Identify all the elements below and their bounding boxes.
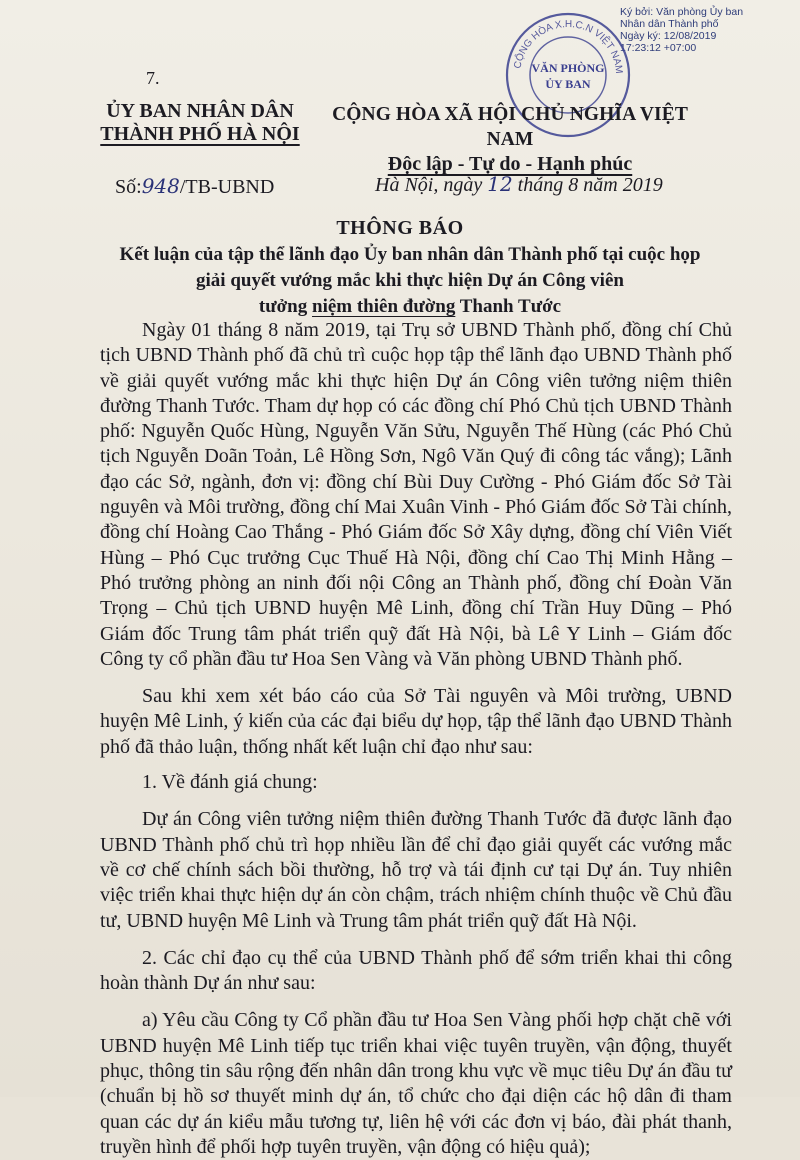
document-date bbox=[375, 172, 663, 197]
paragraph-review: Sau khi xem xét báo cáo của Sở Tài nguyên và Môi trường, UBND huyện Mê Linh, ý kiến của các đại biểu dự họp, tập thể lãnh đạo UBND Thành phố đã thảo luận, thống nhất kết luận chỉ đạo như sau: bbox=[100, 685, 732, 758]
date-year-label: năm bbox=[583, 174, 618, 196]
org-line1: ỦY BAN NHÂN DÂN bbox=[106, 100, 294, 122]
issuing-organization bbox=[100, 100, 300, 146]
date-month-label: tháng bbox=[517, 174, 564, 196]
document-number-suffix: /TB-UBND bbox=[179, 176, 275, 198]
heading-general-assessment: 1. Về đánh giá chung: bbox=[142, 771, 318, 794]
national-name: CỘNG HÒA XÃ HỘI CHỦ NGHĨA VIỆT NAM bbox=[332, 104, 688, 150]
national-slogan: Độc lập - Tự do - Hạnh phúc bbox=[387, 153, 633, 175]
document-subtitle bbox=[100, 242, 720, 320]
subtitle-line3-a: tưởng bbox=[258, 296, 312, 317]
date-prefix: Hà Nội, ngày bbox=[375, 174, 483, 196]
subtitle-line3 bbox=[100, 294, 720, 320]
subtitle-line1: Kết luận của tập thể lãnh đạo Ủy ban nhân dân Thành phố tại cuộc họp bbox=[119, 244, 701, 265]
subtitle-line3-b: niệm thiên đường bbox=[312, 296, 456, 317]
date-month: 8 bbox=[568, 174, 579, 196]
signature-org: Nhân dân Thành phố bbox=[620, 18, 719, 30]
margin-mark: 7. bbox=[146, 68, 160, 88]
date-year: 2019 bbox=[622, 174, 663, 196]
document-number-handwritten: 948 bbox=[141, 174, 180, 198]
document-number bbox=[115, 174, 274, 199]
document-number-prefix: Số: bbox=[115, 176, 142, 198]
stamp-ring-text: CỘNG HÒA X.H.C.N VIỆT NAM bbox=[512, 18, 625, 75]
signature-signer: Ký bởi: Văn phòng Ủy ban bbox=[620, 6, 744, 18]
document-title: THÔNG BÁO bbox=[336, 217, 464, 239]
stamp-center-line1: VĂN PHÒNG bbox=[531, 61, 605, 75]
heading-specific-directions: 2. Các chỉ đạo cụ thể của UBND Thành phố để sớm triển khai thi công hoàn thành Dự án như sau: bbox=[100, 946, 732, 995]
document-body bbox=[100, 318, 732, 1160]
paragraph-meeting-info: Ngày 01 tháng 8 năm 2019, tại Trụ sở UBND Thành phố, đồng chí Chủ tịch UBND Thành phố đã chủ trì cuộc họp tập thể lãnh đạo UBND Thành phố về giải quyết vướng mắc khi thực hiện Dự án Công viên tưởng niệm thiên đường Thanh Tước. Tham dự họp có các đồng chí Phó Chủ tịch UBND Thành phố: Nguyễn Quốc Hùng, Nguyễn Văn Sửu, Nguyễn Thế Hùng (các Phó Chủ tịch Nguyễn Doãn Toản, Lê Hồng Sơn, Ngô Văn Quý đi công tác vắng); Lãnh đạo các Sở, ngành, đơn vị: đồng chí Bùi Duy Cường - Phó Giám đốc Sở Tài nguyên và Môi trường, đồng chí Mai Xuân Vinh - Phó Giám đốc Sở Tài chính, đồng chí Hoàng Cao Thắng - Phó Giám đốc Sở Xây dựng, đồng chí Viên Viết Hùng – Phó Cục trưởng Cục Thuế Hà Nội, đồng chí Cao Thị Minh Hằng – Phó trưởng phòng an ninh đối nội Công an Thành phố, đồng chí Đoàn Văn Trọng – Chủ tịch UBND huyện Mê Linh, đồng chí Trần Huy Dũng – Phó Giám đốc Trung tâm phát triển quỹ đất Hà Nội, bà Lê Y Linh – Giám đốc Công ty cổ phần đầu tư Hoa Sen Vàng và Văn phòng UBND Thành phố. bbox=[100, 319, 732, 670]
paragraph-assessment: Dự án Công viên tưởng niệm thiên đường Thanh Tước đã được lãnh đạo UBND Thành phố chủ trì họp nhiều lần để chỉ đạo giải quyết các vướng mắc về cơ chế chính sách bồi thường, hỗ trợ và tái định cư tại Dự án. Tuy nhiên việc triển khai thực hiện dự án còn chậm, trách nhiệm chính thuộc về Chủ đầu tư, UBND huyện Mê Linh và Trung tâm phát triển quỹ đất Hà Nội. bbox=[100, 808, 732, 932]
digital-signature-block bbox=[620, 6, 796, 54]
subtitle-line3-c: Thanh Tước bbox=[455, 296, 562, 317]
signature-date: Ngày ký: 12/08/2019 bbox=[620, 30, 717, 42]
national-motto bbox=[320, 102, 700, 177]
stamp-center-line2: ỦY BAN bbox=[545, 77, 591, 91]
date-day-handwritten: 12 bbox=[487, 172, 513, 196]
paragraph-direction-a: a) Yêu cầu Công ty Cổ phần đầu tư Hoa Sen Vàng phối hợp chặt chẽ với UBND huyện Mê Linh tiếp tục triển khai việc tuyên truyền, vận động, thuyết phục, thông tin sâu rộng đến nhân dân trong khu vực về mục tiêu Dự án đầu tư (chuẩn bị hồ sơ thuyết minh dự án, tổ chức cho đại diện các hộ dân đi tham quan các dự án kiểu mẫu tương tự, liên hệ với các đơn vị báo, đài phát thanh, truyền hình để phối hợp tuyên truyền, vận động có hiệu quả); bbox=[100, 1009, 732, 1158]
org-line2: THÀNH PHỐ HÀ NỘI bbox=[100, 123, 300, 145]
signature-time: 17:23:12 +07:00 bbox=[620, 42, 697, 54]
subtitle-line2: giải quyết vướng mắc khi thực hiện Dự án Công viên bbox=[196, 270, 624, 291]
